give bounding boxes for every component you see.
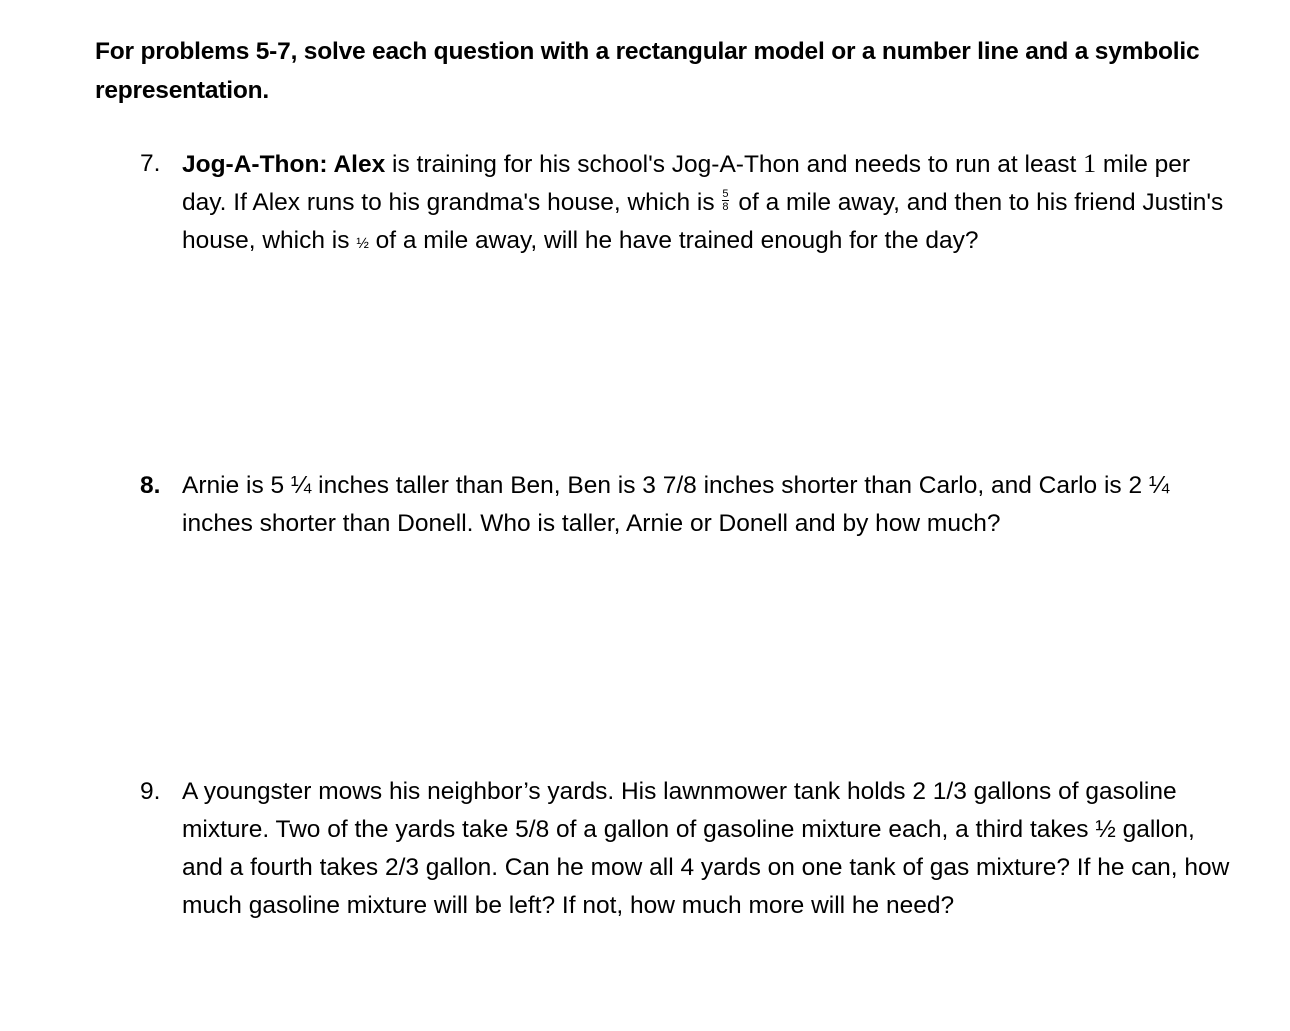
problem-text: A youngster mows his neighbor’s yards. His lawnmower tank holds 2 1/3 gallons of gasoline mixture. Two of the yards take 5/8 of a gallon of gasoline mixture each, a third takes ½ gallon, and a fourth takes 2/3 gallon. Can he mow all 4 yards on one tank of gas mixture? If he can, how much gasoline mixture will be left? If not, how much more will he need? [182,778,1230,919]
problem-text-segment: is training for his school's Jog-A-Thon and needs to run at least [385,151,1084,178]
problem-7 [140,145,1230,263]
problem-text: Arnie is 5 ¼ inches taller than Ben, Ben is 3 7/8 inches shorter than Carlo, and Carlo is 2 ¼ inches shorter than Donell. Who is taller, Arnie or Donell and by how much? [182,472,1170,537]
problem-9 [140,773,1230,925]
problem-8 [140,467,1230,543]
problem-text-segment: of a mile away, will he have trained enough for the day? [368,227,979,254]
problem-number: 9. [140,778,161,805]
distance-value: 1 [1083,149,1097,178]
fraction-denominator: 8 [722,201,729,214]
instructions-heading: For problems 5-7, solve each question with a rectangular model or a number line and a symbolic representation. [95,38,1200,104]
fraction-one-half: ½ [356,235,369,252]
problem-text-segment: mile per day. If Alex runs to his grandma's house, which is [182,151,1191,216]
problem-title: Jog-A-Thon: Alex [182,151,386,178]
fraction-five-eighths [722,189,728,212]
fraction-numerator: 5 [722,188,729,201]
problem-text [182,145,1230,263]
problem-number: 7. [140,150,161,177]
problem-text-segment: of a mile away, and then to his friend Justin's house, which is [182,189,1224,254]
problem-number: 8. [140,472,161,499]
